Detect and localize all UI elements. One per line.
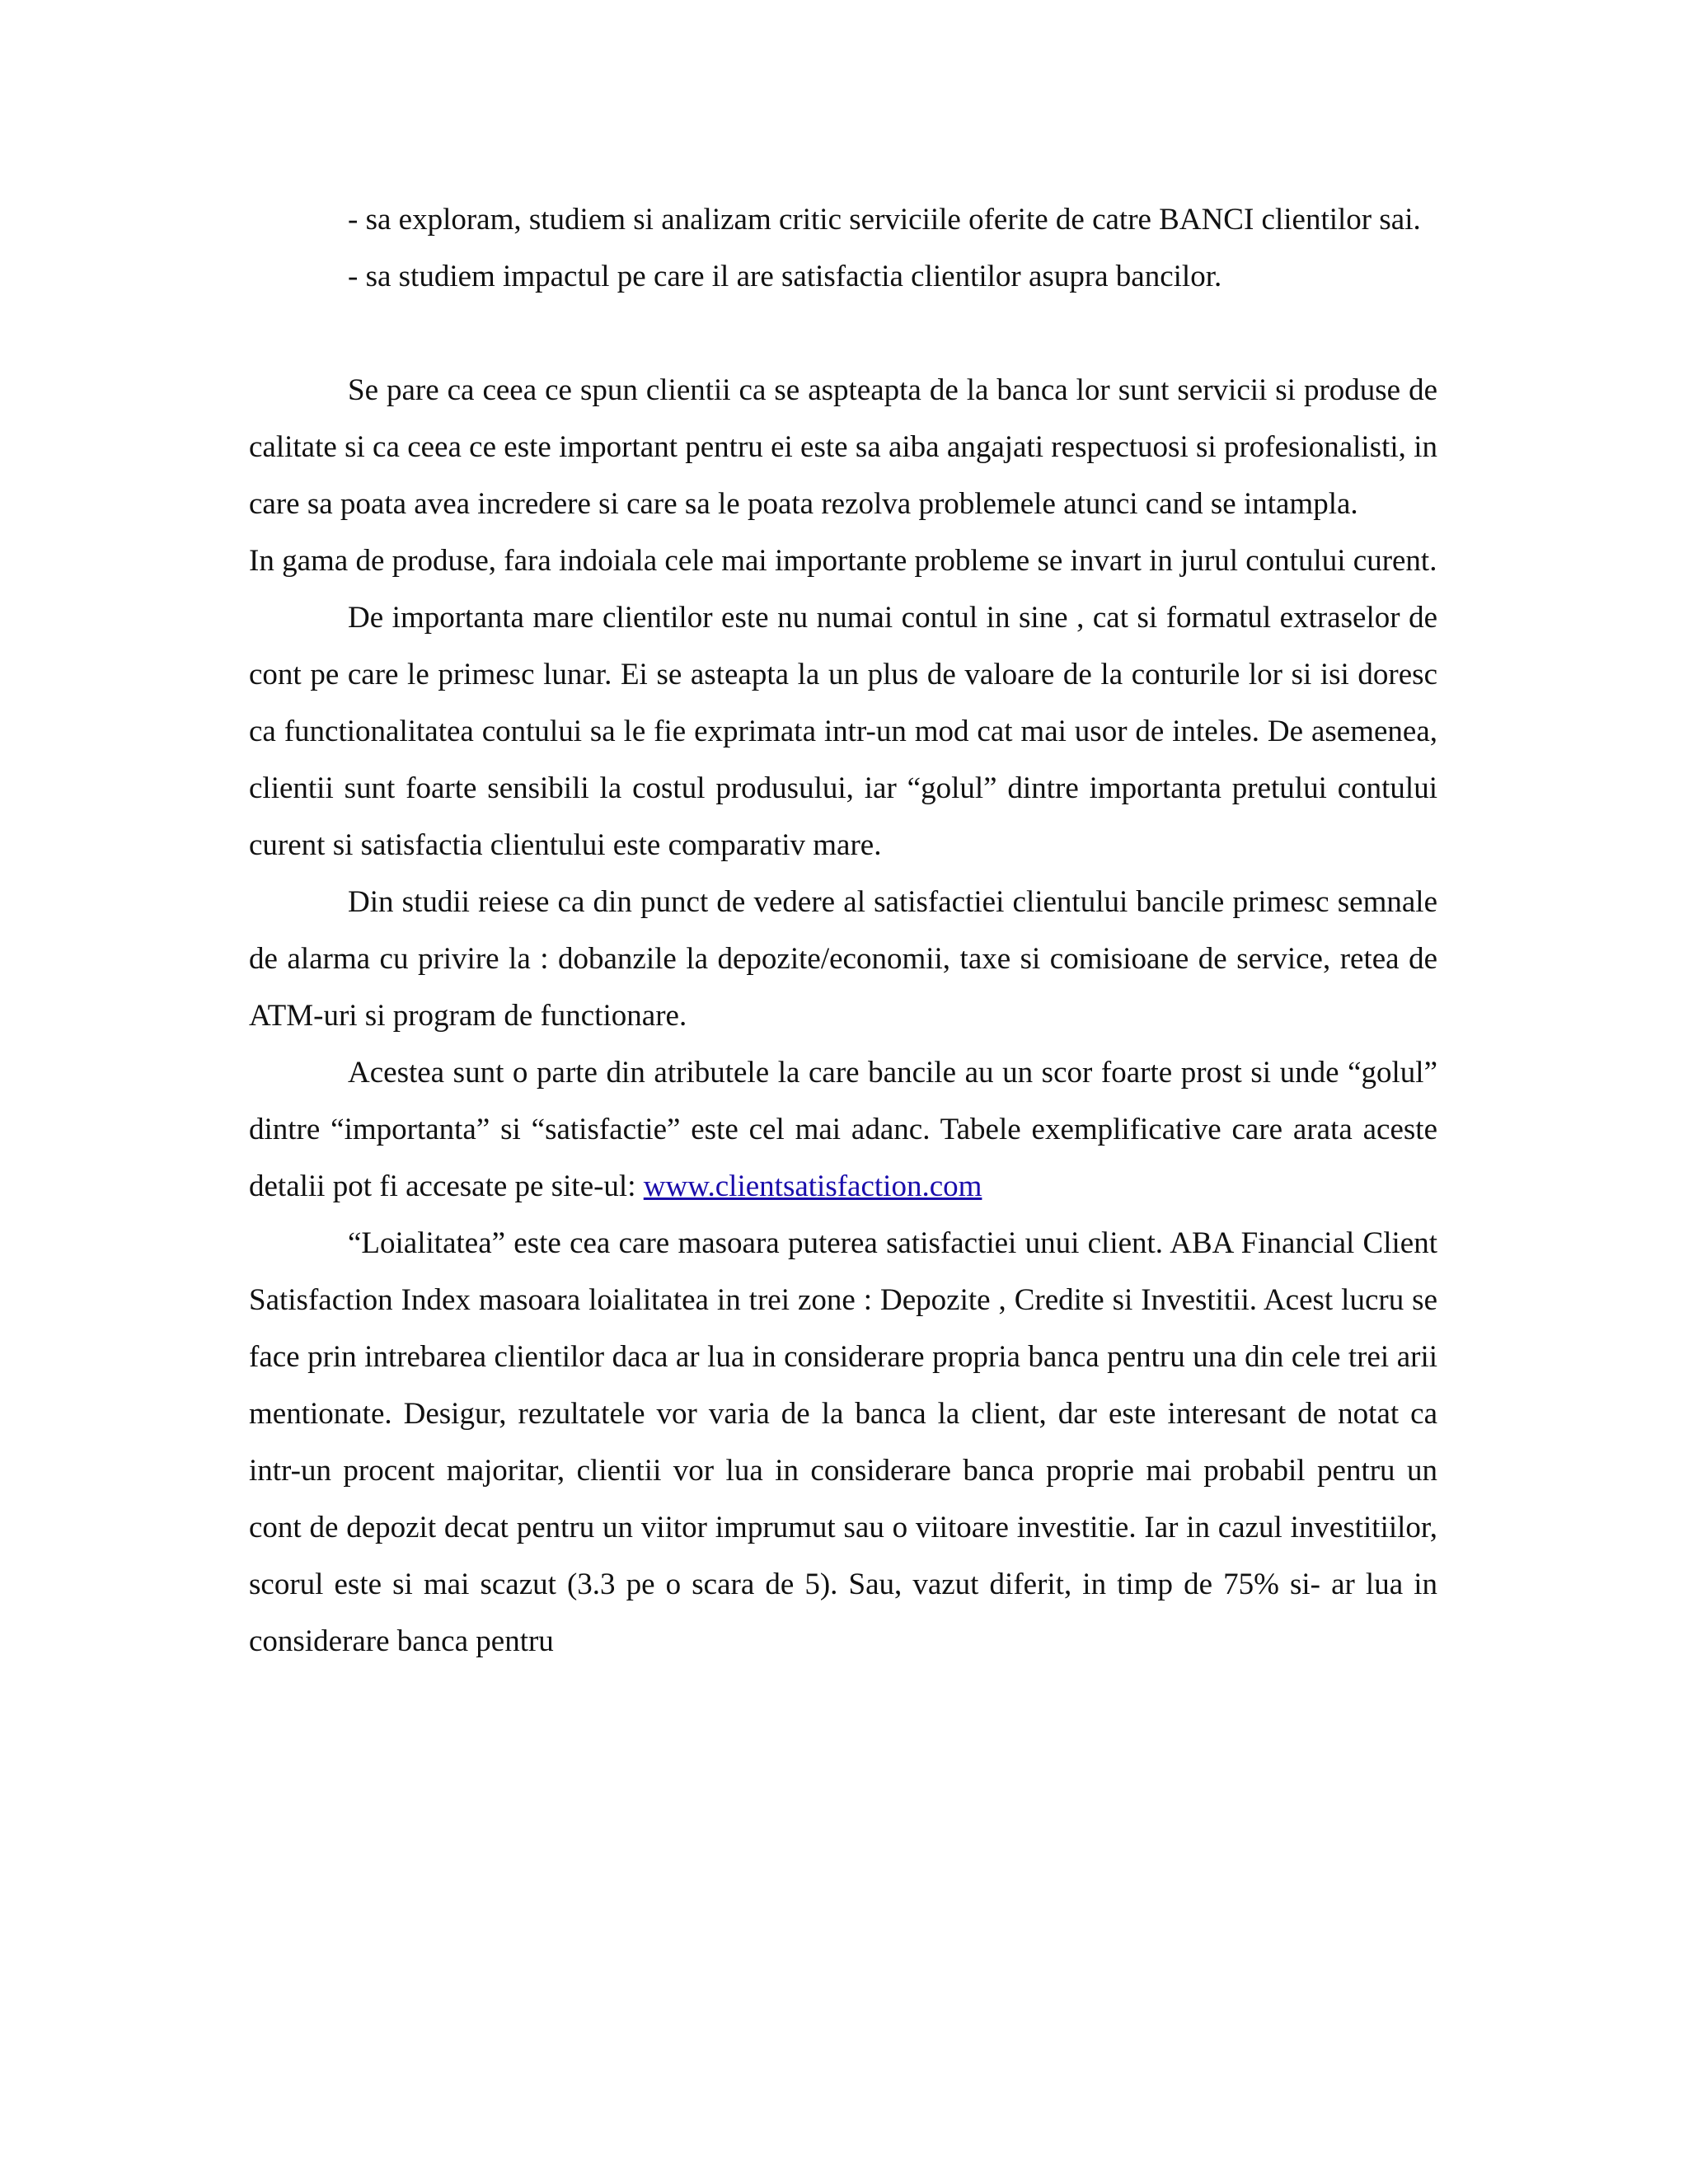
paragraph-alarm-signals: Din studii reiese ca din punct de vedere al satisfactiei clientului bancile primesc semnale de alarma cu privire la : dobanzile la depozite/economii, taxe si comisioane de service, retea de ATM-uri si program de functionare. [249, 885, 1437, 1033]
paragraph-product-range: In gama de produse, fara indoiala cele mai importante probleme se invart in jurul contului curent. [249, 544, 1437, 578]
paragraph-spacer [249, 305, 1437, 362]
document-body [249, 191, 1437, 1670]
paragraph-client-expectations: Se pare ca ceea ce spun clientii ca se aspteapta de la banca lor sunt servicii si produse de calitate si ca ceea ce este important pentru ei este sa aiba angajati respectuosi si profesionalisti, in care sa poata avea incredere si care sa le poata rezolva problemele atunci cand se intampla. [249, 373, 1437, 521]
paragraph-attributes-text: Acestea sunt o parte din atributele la care bancile au un scor foarte prost si unde “golul” dintre “importanta” si “satisfactie” este cel mai adanc. Tabele exemplificative care arata aceste detalii pot fi accesate pe site-ul: [249, 1056, 1437, 1203]
paragraph-attributes-gap [249, 1044, 1437, 1215]
website-link[interactable]: www.clientsatisfaction.com [643, 1169, 982, 1203]
paragraph-account-importance: De importanta mare clientilor este nu numai contul in sine , cat si formatul extraselor de cont pe care le primesc lunar. Ei se asteapta la un plus de valoare de la conturile lor si isi doresc ca functionalitatea contului sa le fie exprimata intr-un mod cat mai usor de inteles. De asemenea, clientii sunt foarte sensibili la costul produsului, iar “golul” dintre importanta pretului contului curent si satisfactia clientului este comparativ mare. [249, 601, 1437, 862]
bullet-impact: - sa studiem impactul pe care il are satisfactia clientilor asupra bancilor. [348, 260, 1222, 293]
bullet-explore: - sa exploram, studiem si analizam critic serviciile oferite de catre BANCI clientilor sai. [348, 203, 1421, 237]
paragraph-loyalty: “Loialitatea” este cea care masoara puterea satisfactiei unui client. ABA Financial Client Satisfaction Index masoara loialitatea in trei zone : Depozite , Credite si Investitii. Acest lucru se face prin intrebarea clientilor daca ar lua in considerare propria banca pentru una din cele trei arii mentionate. Desigur, rezultatele vor varia de la banca la client, dar este interesant de notat ca intr-un procent majoritar, clientii vor lua in considerare banca proprie mai probabil pentru un cont de depozit decat pentru un viitor imprumut sau o viitoare investitie. Iar in cazul investitiilor, scorul este si mai scazut (3.3 pe o scara de 5). Sau, vazut diferit, in timp de 75% si- ar lua in considerare banca pentru [249, 1226, 1437, 1658]
